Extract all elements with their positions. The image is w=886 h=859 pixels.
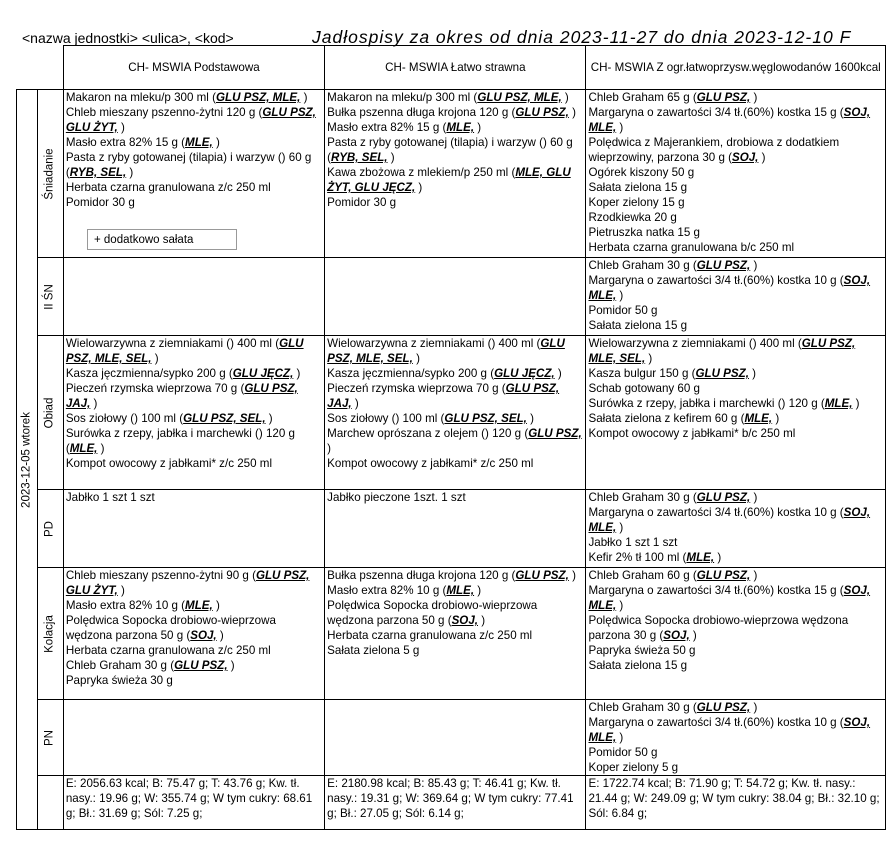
item-close: ) [265,412,273,425]
menu-item [588,505,883,535]
menu-item [66,180,322,195]
item-text: Ogórek kiszony 50 g [588,166,695,179]
allergen-codes: SOJ, MLE, [588,106,871,134]
meal-name: PD [43,520,56,537]
menu-item [588,135,883,165]
item-text: Bułka pszenna długa krojona 120 g ( [327,106,516,119]
menu-item [327,426,583,456]
menu-item [66,336,322,366]
menu-item [66,150,322,180]
item-text: Wielowarzywna z ziemniakami () 400 ml ( [588,337,802,350]
menu-item [66,598,322,613]
item-close: ) [616,121,624,134]
item-close: ) [616,599,624,612]
item-close: ) [758,151,766,164]
item-text: Margaryna o zawartości 3/4 tł.(60%) kostka 10 g ( [588,716,844,729]
item-text: Kompot owocowy z jabłkami* z/c 250 ml [65,457,273,470]
menu-item [327,165,583,195]
item-text: Papryka świeża 30 g [65,674,173,687]
item-text: Rzodkiewka 20 g [588,211,677,224]
item-close: ) [327,442,332,455]
item-text: Chleb mieszany pszenno-żytni 120 g ( [65,106,263,119]
meal-name-cell [37,258,63,336]
item-close: ) [750,91,758,104]
meal-name: Śniadanie [43,147,56,200]
menu-item [588,745,883,760]
menu-item [588,180,883,195]
menu-cell [586,90,886,258]
allergen-codes: GLU PSZ, [528,427,582,440]
item-close: ) [526,412,534,425]
menu-item [66,105,322,135]
item-text: Herbata czarna granulowana z/c 250 ml [327,629,533,642]
allergen-codes: GLU JĘCZ, [232,367,294,380]
item-text: Sos ziołowy () 100 ml ( [65,412,184,425]
allergen-codes: RYB, SEL, [331,151,388,164]
nutrition-totals: E: 1722.74 kcal; B: 71.90 g; T: 54.72 g; Kw. tł. nasy.: 21.44 g; W: 249.09 g; W tym cukry: 38.04 g; Bł.: 32.10 g; Sól: 6.84 g; [586,776,886,830]
meal-name-cell [37,336,63,490]
allergen-codes: GLU PSZ, SEL, [444,412,527,425]
menu-item [327,598,583,628]
menu-item [327,643,583,658]
item-text: Jabłko 1 szt 1 szt [65,491,155,504]
item-text: Sałata zielona 15 g [588,319,688,332]
item-text: Sos ziołowy () 100 ml ( [327,412,445,425]
item-text: Pomidor 50 g [588,746,658,759]
menu-item [588,583,883,613]
menu-item [327,381,583,411]
menu-cell [325,258,586,336]
date-cell [17,90,38,830]
menu-cell [63,336,324,490]
meal-name-cell [37,700,63,776]
totals-label-cell [37,776,63,830]
menu-cell [325,700,586,776]
item-close: ) [212,136,220,149]
item-close: ) [151,352,159,365]
menu-item [588,715,883,745]
item-text: Polędwica z Majerankiem, drobiowa z dodatkiem wieprzowiny, parzona 30 g ( [588,136,840,164]
allergen-codes: GLU PSZ, [696,701,751,714]
menu-cell [586,700,886,776]
allergen-codes: SOJ, MLE, [588,584,871,612]
item-close: ) [568,569,576,582]
item-text: Pomidor 50 g [588,304,658,317]
item-text: Masło extra 82% 15 g ( [65,136,186,149]
item-close: ) [474,584,482,597]
meal-name-cell [37,568,63,700]
menu-item [327,135,583,165]
nutrition-totals: E: 2056.63 kcal; B: 75.47 g; T: 43.76 g; Kw. tł. nasy.: 19.96 g; W: 355.74 g; W tym cukry: 68.61 g; Bł.: 31.69 g; Sól: 7.25 g; [63,776,324,830]
menu-item [588,336,883,366]
item-text: Pomidor 30 g [65,196,135,209]
item-text: Schab gotowany 60 g [588,382,700,395]
meal-name: Obiad [43,397,56,428]
item-text: Herbata czarna granulowana z/c 250 ml [65,181,271,194]
item-close: ) [212,599,220,612]
item-close: ) [90,397,98,410]
allergen-codes: SOJ, [731,151,759,164]
menu-item [588,318,883,333]
item-text: Kasza bulgur 150 g ( [588,367,696,380]
allergen-codes: GLU PSZ, [515,106,569,119]
menu-item [66,195,322,210]
item-text: Chleb Graham 30 g ( [65,659,175,672]
item-close: ) [689,629,697,642]
allergen-codes: GLU JĘCZ, [494,367,555,380]
menu-table [16,45,886,830]
item-text: Masło extra 82% 15 g ( [327,121,447,134]
item-text: Pieczeń rzymska wieprzowa 70 g ( [327,382,506,395]
menu-cell [586,258,886,336]
menu-item [588,760,883,775]
menu-item [588,550,883,565]
allergen-codes: SOJ, [663,629,690,642]
menu-cell [325,490,586,568]
item-close: ) [750,491,758,504]
menu-item [588,568,883,583]
item-text: Polędwica Sopocka drobiowo-wieprzowa wędzona parzona 30 g ( [588,614,849,642]
meal-name: II ŚN [43,283,56,310]
menu-item [588,258,883,273]
allergen-codes: SOJ, [451,614,478,627]
meal-name-cell [37,90,63,258]
meal-row [17,700,886,776]
item-text: Papryka świeża 50 g [588,644,696,657]
item-text: Kasza jęczmienna/sypko 200 g ( [327,367,495,380]
allergen-codes: MLE, [446,121,475,134]
meal-name: PN [43,729,56,746]
menu-item [66,456,322,471]
menu-item [588,426,883,441]
column-header: CH- MSWIA Podstawowa [63,46,324,90]
item-text: Sałata zielona z kefirem 60 g ( [588,412,745,425]
item-text: Margaryna o zawartości 3/4 tł.(60%) kostka 10 g ( [588,506,844,519]
menu-cell [63,700,324,776]
menu-item [588,240,883,255]
menu-item [66,568,322,598]
menu-item [588,411,883,426]
item-close: ) [554,367,562,380]
menu-item [588,700,883,715]
menu-item [327,195,583,210]
item-close: ) [97,442,105,455]
item-text: Koper zielony 5 g [588,761,679,774]
item-close: ) [561,91,569,104]
corner-blank [17,46,64,90]
item-close: ) [300,91,308,104]
menu-item [588,366,883,381]
item-text: Marchew oprószana z olejem () 120 g ( [327,427,529,440]
menu-item [66,135,322,150]
menu-item [588,225,883,240]
allergen-codes: SOJ, MLE, [588,274,871,302]
item-close: ) [750,569,758,582]
menu-item [588,105,883,135]
item-text: Pietruszka natka 15 g [588,226,700,239]
item-text: Chleb Graham 30 g ( [588,259,697,272]
item-text: Polędwica Sopocka drobiowo-wieprzowa wędzona parzona 50 g ( [327,599,538,627]
menu-item [66,426,322,456]
item-text: Surówka z rzepy, jabłka i marchewki () 120 g ( [588,397,825,410]
menu-item [327,583,583,598]
item-text: Herbata czarna granulowana b/c 250 ml [588,241,795,254]
item-close: ) [616,521,624,534]
item-text: Chleb Graham 30 g ( [588,701,697,714]
item-text: Pieczeń rzymska wieprzowa 70 g ( [65,382,245,395]
menu-item [588,396,883,411]
menu-item [66,490,322,505]
menu-cell [63,258,324,336]
item-text: Wielowarzywna z ziemniakami () 400 ml ( [327,337,541,350]
date-label: 2023-12-05 wtorek [20,411,33,508]
meal-name-cell [37,490,63,568]
menu-item [588,90,883,105]
item-close: ) [772,412,780,425]
allergen-codes: GLU PSZ, JAJ, [327,382,560,410]
menu-item [66,643,322,658]
handwritten-note-box: + dodatkowo sałata [87,229,237,250]
menu-cell [325,568,586,700]
menu-item [588,273,883,303]
item-text: Jabłko 1 szt 1 szt [588,536,678,549]
allergen-codes: GLU PSZ, [695,367,749,380]
item-text: Makaron na mleku/p 300 ml ( [327,91,478,104]
allergen-codes: MLE, [686,551,715,564]
menu-item [588,643,883,658]
menu-item [588,658,883,673]
menu-item [588,613,883,643]
allergen-codes: GLU PSZ, [696,491,751,504]
totals-row [17,776,886,830]
allergen-codes: MLE, [824,397,853,410]
item-text: Kompot owocowy z jabłkami* z/c 250 ml [327,457,534,470]
menu-item [327,105,583,120]
item-close: ) [351,397,359,410]
item-close: ) [387,151,395,164]
menu-item [66,613,322,643]
item-close: ) [750,259,758,272]
item-close: ) [117,121,125,134]
meal-row [17,258,886,336]
menu-item [327,120,583,135]
item-text: Sałata zielona 15 g [588,181,688,194]
allergen-codes: SOJ, MLE, [588,506,871,534]
item-text: Chleb Graham 65 g ( [588,91,697,104]
item-text: Pasta z ryby gotowanej (tilapia) i warzyw () 60 g ( [65,151,312,179]
menu-cell [63,568,324,700]
allergen-codes: GLU PSZ, GLU ŻYT, [65,106,316,134]
item-text: Kompot owocowy z jabłkami* b/c 250 ml [588,427,796,440]
meal-name: Kolacja [43,614,56,653]
allergen-codes: GLU PSZ, MLE, [477,91,562,104]
menu-cell [586,568,886,700]
menu-cell [63,490,324,568]
menu-item [327,568,583,583]
allergen-codes: GLU PSZ, [696,91,751,104]
item-text: Sałata zielona 5 g [327,644,420,657]
menu-item [588,303,883,318]
unit-address: <nazwa jednostki> <ulica>, <kod> [22,30,234,46]
item-close: ) [474,121,482,134]
item-text: Masło extra 82% 10 g ( [327,584,447,597]
allergen-codes: GLU PSZ, SEL, [183,412,266,425]
allergen-codes: GLU PSZ, MLE, SEL, [327,337,565,365]
allergen-codes: MLE, [69,442,98,455]
item-text: Kawa zbożowa z mlekiem/p 250 ml ( [327,166,516,179]
item-close: ) [126,166,134,179]
allergen-codes: GLU PSZ, JAJ, [65,382,298,410]
allergen-codes: GLU PSZ, [515,569,569,582]
menu-item [588,535,883,550]
item-text: Herbata czarna granulowana z/c 250 ml [65,644,271,657]
menu-cell [325,90,586,258]
menu-cell [325,336,586,490]
item-text: Bułka pszenna długa krojona 120 g ( [327,569,516,582]
menu-item [66,90,322,105]
item-text: Pasta z ryby gotowanej (tilapia) i warzyw () 60 g ( [327,136,573,164]
allergen-codes: GLU PSZ, MLE, SEL, [65,337,304,365]
menu-item [66,658,322,673]
item-text: Kefir 2% tł 100 ml ( [588,551,687,564]
menu-item [327,411,583,426]
menu-item [588,381,883,396]
menu-item [327,456,583,471]
menu-item [66,381,322,411]
menu-item [66,673,322,688]
menu-item [588,490,883,505]
menu-item [66,366,322,381]
item-text: Pomidor 30 g [327,196,397,209]
item-text: Surówka z rzepy, jabłka i marchewki () 120 g ( [65,427,295,455]
allergen-codes: RYB, SEL, [69,166,127,179]
allergen-codes: GLU PSZ, [696,259,751,272]
item-close: ) [616,731,624,744]
allergen-codes: MLE, GLU ŻYT, GLU JĘCZ, [327,166,571,194]
item-close: ) [477,614,486,627]
item-close: ) [714,551,722,564]
menu-item [588,210,883,225]
item-close: ) [293,367,301,380]
nutrition-totals: E: 2180.98 kcal; B: 85.43 g; T: 46.41 g; Kw. tł. nasy.: 19.31 g; W: 369.64 g; W tym cukry: 77.41 g; Bł.: 27.05 g; Sól: 6.14 g; [325,776,586,830]
item-close: ) [568,106,576,119]
item-text: Koper zielony 15 g [588,196,685,209]
item-text: Kasza jęczmienna/sypko 200 g ( [65,367,233,380]
page-title: Jadłospisy za okres od dnia 2023-11-27 do dnia 2023-12-10 F [312,27,852,47]
allergen-codes: MLE, [744,412,773,425]
menu-item [66,411,322,426]
menu-item [327,490,583,505]
item-text: Chleb Graham 30 g ( [588,491,697,504]
allergen-codes: MLE, [185,136,213,149]
item-text: Makaron na mleku/p 300 ml ( [65,91,216,104]
item-text: Margaryna o zawartości 3/4 tł.(60%) kostka 15 g ( [588,106,844,119]
menu-item [588,165,883,180]
column-header: CH- MSWIA Z ogr.łatwoprzysw.węglowodanów 1600kcal [586,46,886,90]
item-close: ) [750,701,758,714]
menu-cell [586,336,886,490]
column-header: CH- MSWIA Łatwo strawna [325,46,586,90]
allergen-codes: GLU PSZ, [174,659,228,672]
meal-row [17,490,886,568]
item-text: Chleb Graham 60 g ( [588,569,697,582]
allergen-codes: MLE, [446,584,475,597]
allergen-codes: GLU PSZ, MLE, [215,91,301,104]
allergen-codes: MLE, [185,599,213,612]
item-text: Polędwica Sopocka drobiowo-wieprzowa wędzona parzona 50 g ( [65,614,276,642]
item-close: ) [616,289,624,302]
item-text: Sałata zielona 15 g [588,659,688,672]
item-close: ) [117,584,125,597]
allergen-codes: SOJ, [190,629,217,642]
item-close: ) [748,367,757,380]
item-text: Jabłko pieczone 1szt. 1 szt [327,491,466,504]
menu-item [327,366,583,381]
allergen-codes: GLU PSZ, GLU ŻYT, [65,569,310,597]
item-close: ) [852,397,860,410]
item-close: ) [216,629,224,642]
menu-item [327,628,583,643]
menu-item [327,90,583,105]
meal-row [17,568,886,700]
item-close: ) [415,181,423,194]
item-text: Wielowarzywna z ziemniakami () 400 ml ( [65,337,280,350]
item-text: Chleb mieszany pszenno-żytni 90 g ( [65,569,256,582]
allergen-codes: SOJ, MLE, [588,716,871,744]
item-text: Margaryna o zawartości 3/4 tł.(60%) kostka 15 g ( [588,584,844,597]
item-close: ) [412,352,420,365]
allergen-codes: GLU PSZ, [696,569,751,582]
item-close: ) [645,352,653,365]
allergen-codes: GLU PSZ, MLE, SEL, [588,337,856,365]
menu-cell [586,490,886,568]
item-text: Margaryna o zawartości 3/4 tł.(60%) kostka 10 g ( [588,274,844,287]
item-close: ) [227,659,235,672]
meal-row [17,336,886,490]
item-text: Masło extra 82% 10 g ( [65,599,186,612]
menu-item [327,336,583,366]
menu-item [588,195,883,210]
